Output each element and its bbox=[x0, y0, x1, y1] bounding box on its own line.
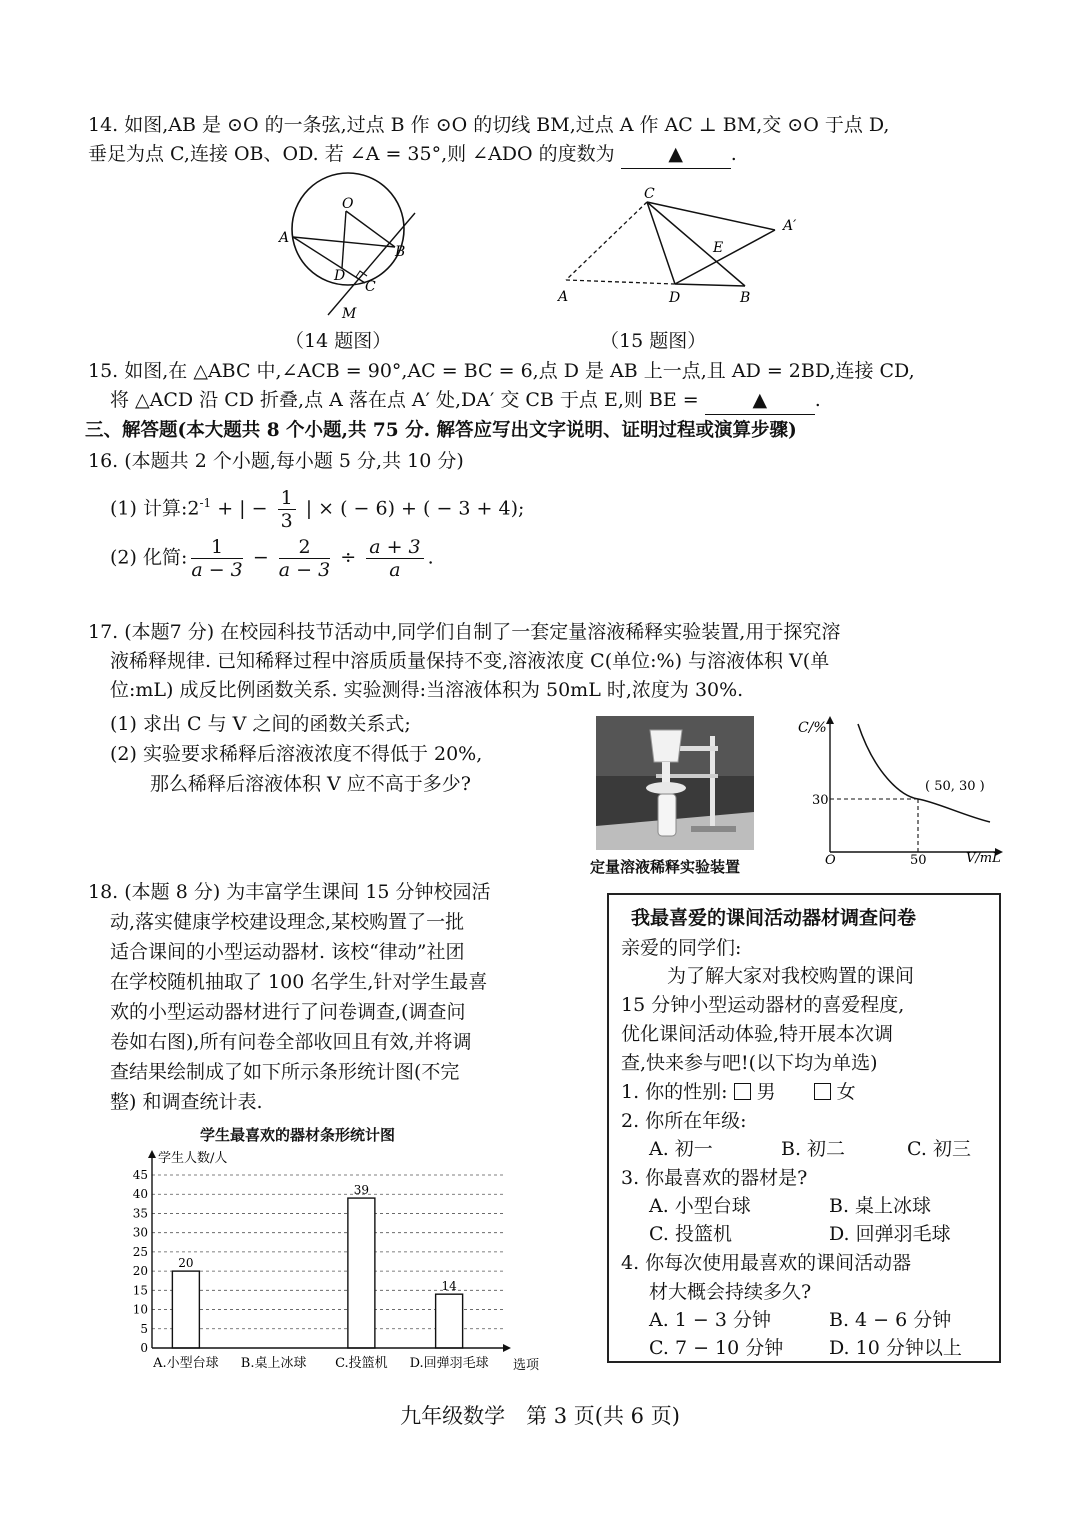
q14-line1: 14. 如图,AB 是 ⊙O 的一条弦,过点 B 作 ⊙O 的切线 BM,过点 A 作 AC ⊥ BM,交 ⊙O 于点 D, bbox=[88, 114, 890, 136]
frac-num: 1 bbox=[278, 487, 296, 510]
q15-line1: 15. 如图,在 △ABC 中,∠ACB = 90°,AC = BC = 6,点 D 是 AB 上一点,且 AD = 2BD,连接 CD, bbox=[88, 360, 915, 382]
bar-value-label: 39 bbox=[353, 1183, 370, 1198]
y-tick-label: 10 bbox=[132, 1302, 148, 1317]
fraction-1 bbox=[191, 536, 242, 581]
q14-line2-text: 垂足为点 C,连接 OB、OD. 若 ∠A = 35°,则 ∠ADO 的度数为 bbox=[88, 143, 615, 165]
y-axis-label: C/% bbox=[798, 720, 827, 736]
survey-box bbox=[607, 893, 1001, 1363]
q17-line3: 位:mL) 成反比例函数关系. 实验测得:当溶液体积为 50mL 时,浓度为 30%. bbox=[110, 679, 744, 701]
q17-part1: (1) 求出 C 与 V 之间的函数关系式; bbox=[110, 713, 411, 735]
q17-line2: 液稀释规律. 已知稀释过程中溶质质量保持不变,溶液浓度 C(单位:%) 与溶液体积 V(单 bbox=[110, 650, 830, 672]
q15-line2-text: 将 △ACD 沿 CD 折叠,点 A 落在点 A′ 处,DA′ 交 CB 于点 E,则 BE = bbox=[110, 389, 699, 411]
label-o: O bbox=[342, 196, 354, 212]
q15-answer-blank: ▲ bbox=[705, 386, 815, 415]
y-tick-label: 15 bbox=[132, 1283, 148, 1298]
q18-line-4: 欢的小型运动器材进行了问卷调查,(调查问 bbox=[110, 1001, 466, 1023]
y-tick-label: 20 bbox=[132, 1264, 148, 1279]
label-b: B bbox=[395, 244, 406, 260]
bar bbox=[348, 1198, 375, 1348]
q18-line-5: 卷如右图),所有问卷全部收回且有效,并将调 bbox=[110, 1031, 472, 1053]
label-a: A bbox=[558, 289, 569, 305]
survey-q4-d[interactable]: D. 10 分钟以上 bbox=[829, 1337, 962, 1359]
fraction-one-third bbox=[278, 487, 296, 532]
bar-chart bbox=[118, 1148, 558, 1380]
frac-den: 3 bbox=[280, 510, 293, 532]
chart-x-arrow bbox=[503, 1344, 511, 1352]
circle-o bbox=[292, 173, 404, 285]
dashed-ca bbox=[566, 202, 647, 280]
lab-apparatus-photo bbox=[596, 716, 754, 850]
y-tick-label: 0 bbox=[140, 1341, 148, 1355]
label-c: C bbox=[644, 186, 655, 202]
survey-intro-1: 为了解大家对我校购置的课间 bbox=[667, 965, 915, 987]
y-tick-label: 35 bbox=[132, 1206, 148, 1221]
survey-q4-line2: 材大概会持续多久? bbox=[649, 1281, 812, 1303]
survey-intro-4: 查,快来参与吧!(以下均为单选) bbox=[621, 1052, 878, 1074]
x-axis-label: V/mL bbox=[966, 851, 1001, 866]
survey-intro-2: 15 分钟小型运动器材的喜爱程度, bbox=[621, 994, 905, 1016]
label-b: B bbox=[740, 290, 751, 306]
survey-q3-b[interactable]: B. 桌上冰球 bbox=[829, 1195, 932, 1217]
q15-caption: （15 题图） bbox=[600, 330, 707, 352]
category-label: B.桌上冰球 bbox=[240, 1356, 307, 1371]
category-label: C.投篮机 bbox=[335, 1356, 388, 1371]
bar bbox=[436, 1294, 463, 1348]
chart-y-arrow bbox=[148, 1150, 156, 1158]
fraction-2 bbox=[279, 536, 330, 581]
q15-end: . bbox=[814, 389, 821, 411]
line-ac bbox=[293, 237, 365, 283]
figure-15 bbox=[550, 180, 810, 310]
q18-line-1: 动,落实健康学校建设理念,某校购置了一批 bbox=[110, 911, 465, 933]
q16-part1-mid1: + | − bbox=[211, 497, 274, 520]
tangent-bm bbox=[328, 213, 415, 315]
frac3-num: a + 3 bbox=[366, 536, 423, 559]
q17-line1: 17. (本题7 分) 在校园科技节活动中,同学们自制了一套定量溶液稀释实验装置,用于探究溶 bbox=[88, 621, 841, 643]
category-label: A.小型台球 bbox=[153, 1356, 219, 1371]
y-tick-label: 25 bbox=[132, 1244, 148, 1259]
checkbox-female[interactable] bbox=[814, 1083, 831, 1100]
q14-end: . bbox=[730, 143, 737, 165]
seg-od bbox=[342, 211, 346, 268]
option-male: 男 bbox=[756, 1081, 776, 1103]
fraction-3 bbox=[366, 536, 423, 581]
q14-caption: （14 题图） bbox=[285, 330, 392, 352]
survey-q2-b[interactable]: B. 初二 bbox=[781, 1138, 846, 1160]
q17-part2b: 那么稀释后溶液体积 V 应不高于多少? bbox=[150, 773, 471, 795]
bar bbox=[172, 1271, 199, 1348]
survey-q1 bbox=[621, 1077, 856, 1104]
dashed-ad bbox=[566, 280, 675, 284]
label-d: D bbox=[669, 290, 681, 306]
survey-q4-b[interactable]: B. 4 − 6 分钟 bbox=[829, 1309, 952, 1331]
y-tick-label: 45 bbox=[132, 1168, 148, 1182]
survey-q3-a[interactable]: A. 小型台球 bbox=[649, 1195, 751, 1217]
q16-part1-mid2: | × ( − 6) + ( − 3 + 4); bbox=[299, 497, 525, 520]
y-tick-30: 30 bbox=[812, 793, 829, 808]
survey-q4-a[interactable]: A. 1 − 3 分钟 bbox=[649, 1309, 772, 1331]
photo-caption: 定量溶液稀释实验装置 bbox=[590, 858, 741, 876]
survey-q3-c[interactable]: C. 投篮机 bbox=[649, 1223, 732, 1245]
x-tick-50: 50 bbox=[910, 853, 927, 868]
q18-line-6: 查结果绘制成了如下所示条形统计图(不完 bbox=[110, 1061, 460, 1083]
survey-q1-text: 1. 你的性别: bbox=[621, 1081, 728, 1103]
q18-line-7: 整) 和调查统计表. bbox=[110, 1091, 263, 1113]
y-axis-arrow bbox=[826, 716, 834, 724]
q16-part1 bbox=[110, 487, 524, 532]
page-footer: 九年级数学 第 3 页(共 6 页) bbox=[400, 1404, 680, 1428]
survey-title: 我最喜爱的课间活动器材调查问卷 bbox=[631, 907, 917, 929]
q18-line-0: 18. (本题 8 分) 为丰富学生课间 15 分钟校园活 bbox=[88, 881, 491, 903]
q14-answer-blank: ▲ bbox=[621, 140, 731, 169]
seg-ob bbox=[346, 211, 395, 247]
q16-heading: 16. (本题共 2 个小题,每小题 5 分,共 10 分) bbox=[88, 450, 464, 472]
label-m: M bbox=[342, 306, 357, 322]
survey-q2-a[interactable]: A. 初一 bbox=[649, 1138, 713, 1160]
minus-sign: − bbox=[252, 546, 269, 569]
frac3-den: a bbox=[389, 559, 401, 581]
q16-part2-prefix: (2) 化简: bbox=[110, 546, 188, 569]
survey-q4-line1: 4. 你每次使用最喜欢的课间活动器 bbox=[621, 1252, 912, 1274]
q16-part1-prefix: (1) 计算:2 bbox=[110, 497, 200, 520]
y-tick-label: 40 bbox=[132, 1187, 148, 1202]
q17-part2a: (2) 实验要求稀释后溶液浓度不得低于 20%, bbox=[110, 743, 483, 765]
origin-label: O bbox=[825, 853, 836, 868]
label-c: C bbox=[365, 279, 376, 295]
category-label: D.回弹羽毛球 bbox=[409, 1356, 489, 1371]
seg-ca1 bbox=[647, 202, 775, 230]
frac2-den: a − 3 bbox=[278, 559, 331, 581]
frac1-den: a − 3 bbox=[191, 559, 243, 581]
survey-q3-d[interactable]: D. 回弹羽毛球 bbox=[829, 1223, 951, 1245]
seg-db bbox=[675, 284, 745, 286]
label-a-prime: A′ bbox=[783, 218, 797, 234]
q16-part2 bbox=[110, 536, 434, 581]
chart-x-label: 选项 bbox=[513, 1358, 540, 1373]
option-female: 女 bbox=[836, 1081, 856, 1103]
chart-y-label: 学生人数/人 bbox=[158, 1151, 228, 1166]
survey-greeting: 亲爱的同学们: bbox=[621, 937, 742, 959]
q18-line-3: 在学校随机抽取了 100 名学生,针对学生最喜 bbox=[110, 971, 488, 993]
survey-q2: 2. 你所在年级: bbox=[621, 1110, 747, 1132]
y-tick-label: 30 bbox=[132, 1225, 148, 1240]
label-d: D bbox=[334, 268, 346, 284]
frac2-num: 2 bbox=[279, 536, 330, 559]
q15-line2 bbox=[110, 386, 821, 415]
bar-value-label: 14 bbox=[441, 1279, 457, 1294]
q18-line-2: 适合课间的小型运动器材. 该校“律动”社团 bbox=[110, 941, 465, 963]
checkbox-male[interactable] bbox=[734, 1083, 751, 1100]
label-a: A bbox=[279, 230, 290, 246]
figure-14 bbox=[270, 165, 440, 330]
section-heading: 三、解答题(本大题共 8 个小题,共 75 分. 解答应写出文字说明、证明过程或演算步骤) bbox=[85, 420, 797, 441]
point-label: ( 50, 30 ) bbox=[925, 779, 985, 794]
survey-q2-c[interactable]: C. 初三 bbox=[907, 1138, 971, 1160]
hyperbola-curve bbox=[858, 724, 990, 822]
q16-exponent: -1 bbox=[199, 496, 212, 511]
chart-title: 学生最喜欢的器材条形统计图 bbox=[200, 1126, 396, 1144]
frac1-num: 1 bbox=[191, 536, 242, 559]
label-e: E bbox=[713, 240, 724, 256]
bar-value-label: 20 bbox=[178, 1256, 194, 1271]
inverse-function-graph bbox=[790, 712, 1010, 872]
y-tick-label: 5 bbox=[140, 1321, 148, 1336]
divide-sign: ÷ bbox=[340, 546, 357, 569]
survey-q3: 3. 你最喜欢的器材是? bbox=[621, 1167, 808, 1189]
survey-intro-3: 优化课间活动体验,特开展本次调 bbox=[621, 1023, 894, 1045]
survey-q4-c[interactable]: C. 7 − 10 分钟 bbox=[649, 1337, 784, 1359]
q16-part2-end: . bbox=[427, 546, 434, 569]
